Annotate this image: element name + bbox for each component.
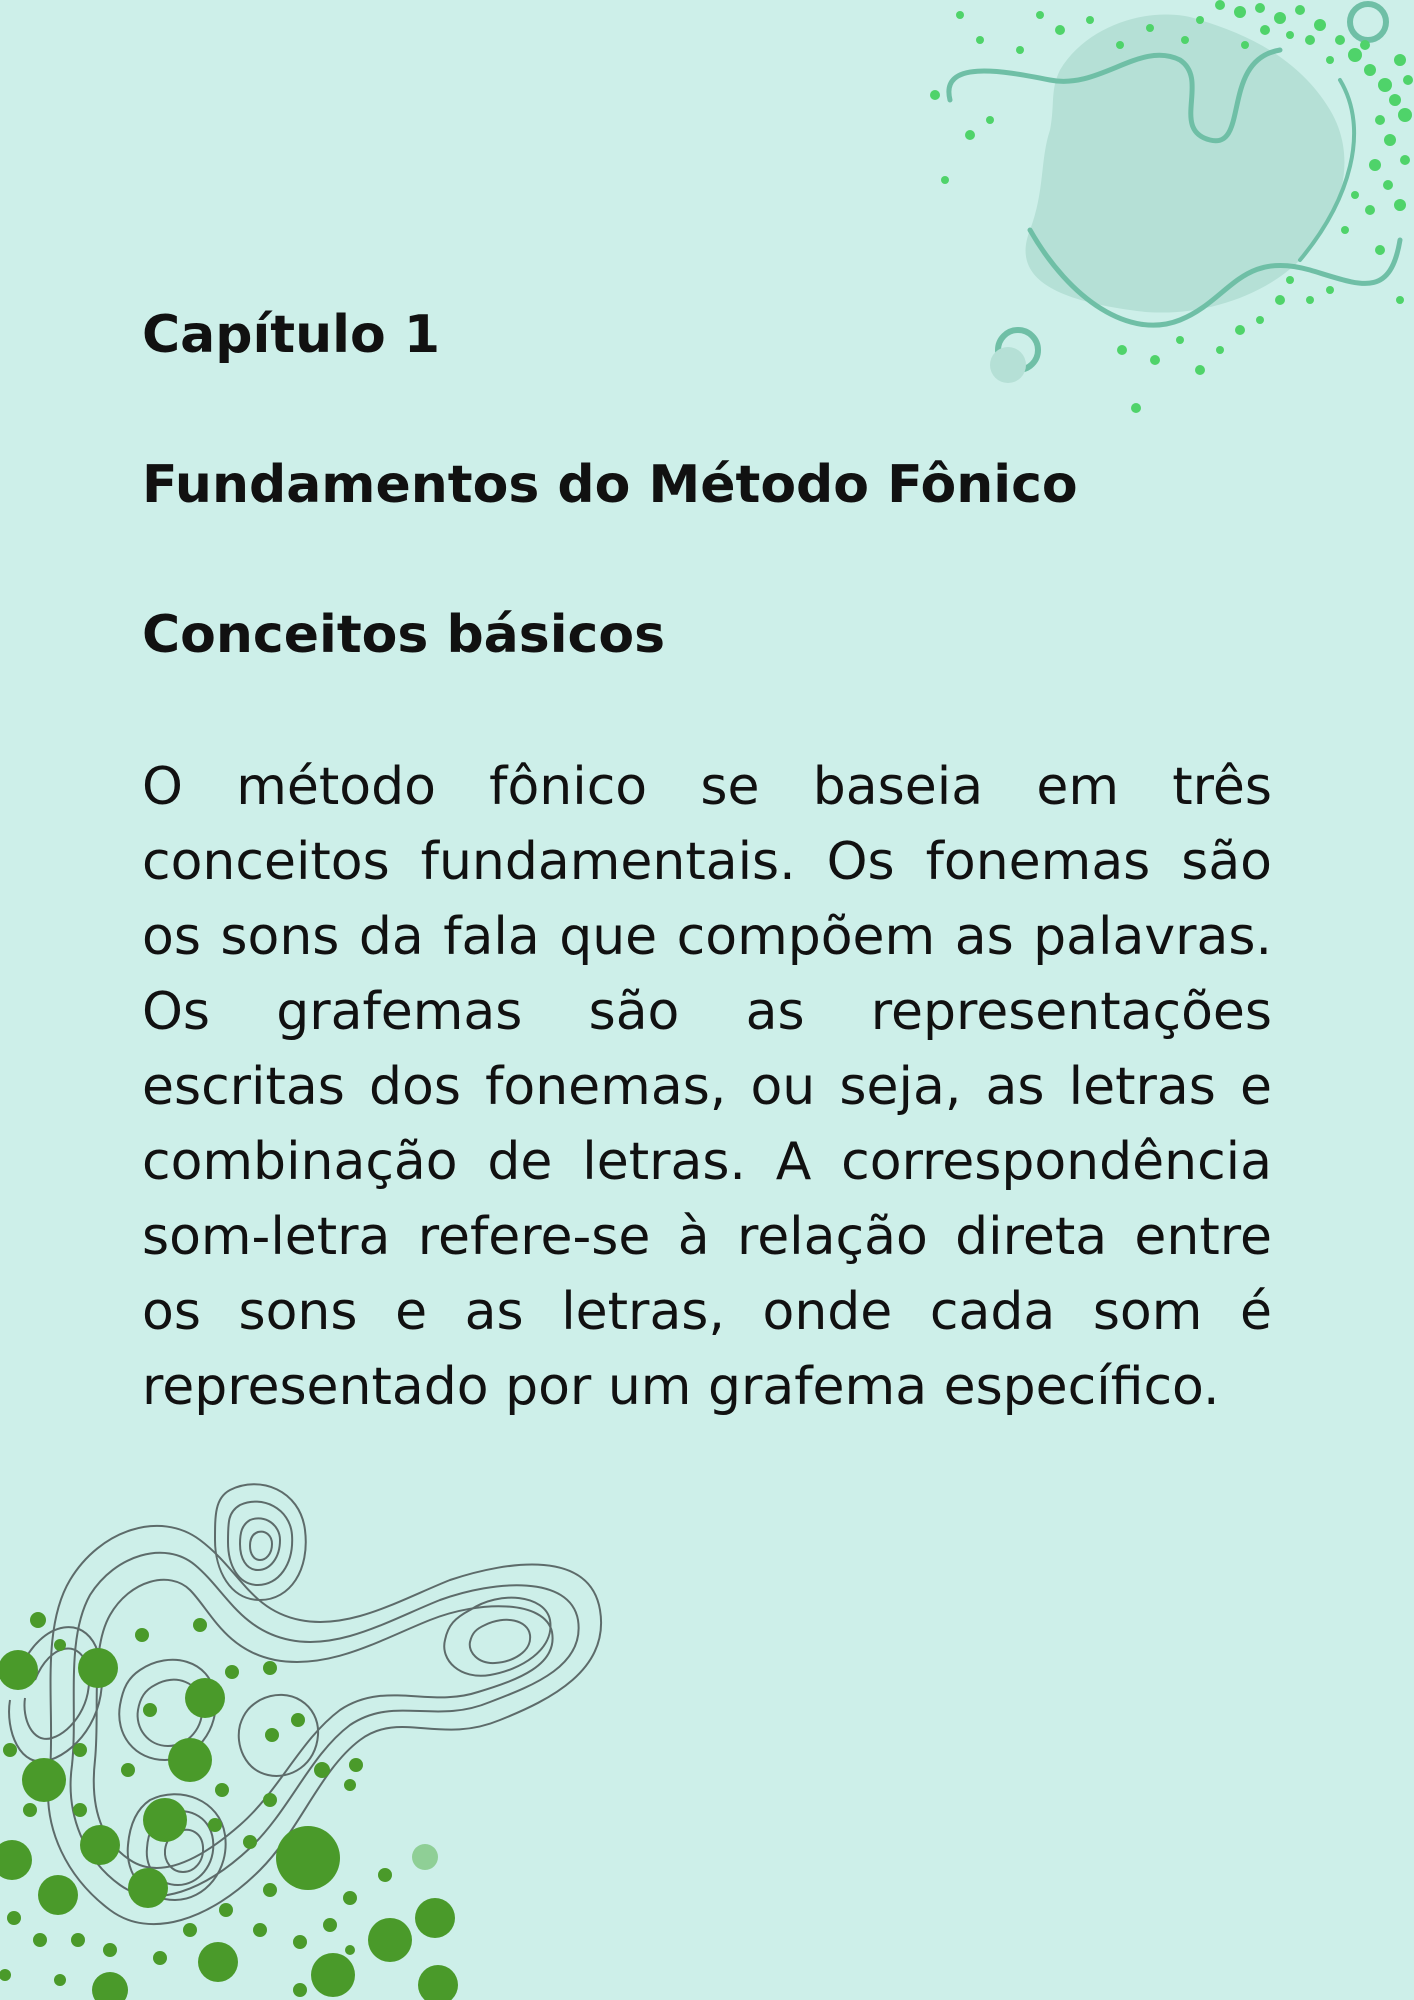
page-content — [142, 300, 1272, 1425]
chapter-label: Capítulo 1 — [142, 305, 441, 365]
decorative-contour-bottom-left — [0, 1470, 620, 2000]
body-paragraph: O método fônico se baseia em três conceitos fundamentais. Os fonemas são os sons da fala que compõem as palavras. Os grafemas são as representações escritas dos fonemas, ou seja, as letras e combinação de letras. A correspondência som-letra refere-se à relação direta entre os sons e as letras, onde cada som é representado por um grafema específico. — [142, 757, 1272, 1417]
chapter-title: Fundamentos do Método Fônico — [142, 455, 1078, 515]
section-title: Conceitos básicos — [142, 605, 666, 665]
